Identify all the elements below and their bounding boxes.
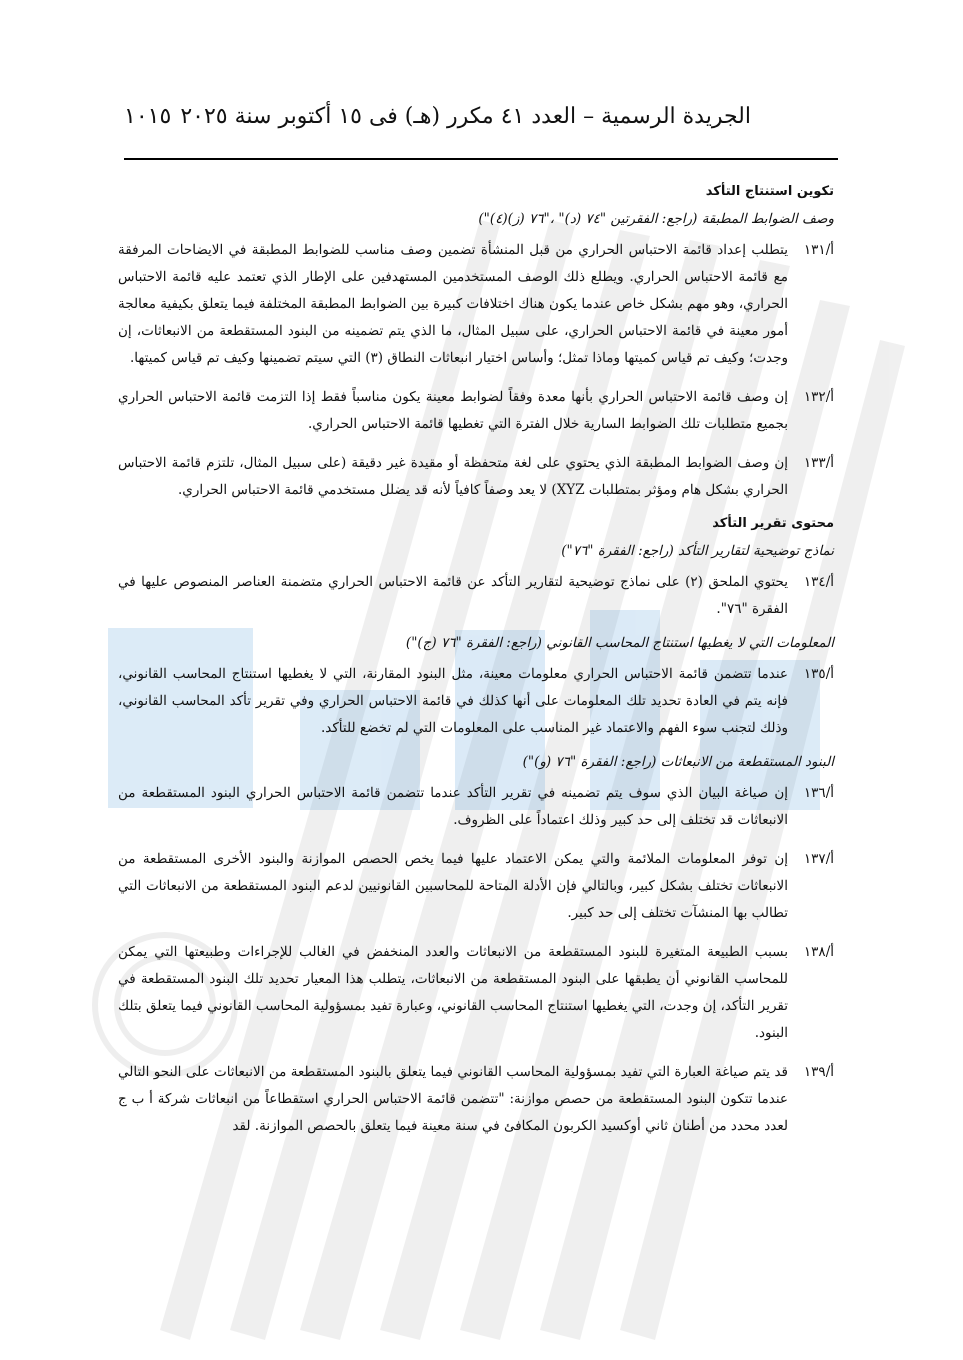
paragraph-text: عندما تتضمن قائمة الاحتباس الحراري معلومات معينة، مثل البنود المقارنة، التي لا يغطيها استنتاج المحاسب القانوني، فإنه يتم في العادة تحديد تلك المعلومات على أنها كذلك في قائمة الاحتباس الحراري وفي تقرير تأكد المحاسب القانوني، وذلك لتجنب سوء الفهم والاعتماد غير المناسب على المعلومات التي لم تخضع للتأكد.	[118, 666, 788, 736]
page-number: ١٠١٥	[124, 104, 172, 129]
paragraph-number: أ/١٣٧	[803, 851, 834, 867]
paragraph-number: أ/١٣٤	[803, 574, 834, 590]
paragraph-text: يحتوي الملحق (٢) على نماذج توضيحية لتقارير التأكد عن قائمة الاحتباس الحراري متضمنة العناصر المنصوص عليها في الفقرة "٧٦".	[118, 574, 788, 617]
paragraph-a131	[118, 237, 834, 372]
subheading-applied-criteria: وصف الضوابط المطبقة (راجع: الفقرتين "٧٤ (د)" ،"٧٦ (ز)(٤)")	[478, 211, 834, 227]
paragraph-text: إن وصف قائمة الاحتباس الحراري بأنها معدة وفقاً لضوابط معينة يكون مناسباً فقط إذا التزمت قائمة الاحتباس الحراري بجميع متطلبات تلك الضوابط السارية خلال الفترة التي تغطيها قائمة الاحتباس الحراري.	[118, 389, 788, 432]
paragraph-number: أ/١٣١	[803, 242, 834, 258]
page-header	[124, 104, 751, 146]
paragraph-text: إن توفر المعلومات الملائمة والتي يمكن الاعتماد عليها فيما يخص الحصص الموازنة والبنود الأخرى المستقطعة من الانبعاثات تختلف بشكل كبير، وبالتالي فإن الأدلة المتاحة للمحاسبين القانونيين لدعم البنود المستقطعة من الانبعاثات التي تطالب بها المنشآت تختلف إلى حد كبير.	[118, 851, 788, 921]
subheading-illustrative-reports: نماذج توضيحية لتقارير التأكد (راجع: الفقرة "٧٦")	[561, 543, 834, 559]
paragraph-number: أ/١٣٦	[803, 785, 834, 801]
paragraph-number: أ/١٣٨	[803, 944, 834, 960]
paragraph-a132	[118, 384, 834, 438]
paragraph-text: إن وصف الضوابط المطبقة الذي يحتوي على لغة متحفظة أو مقيدة غير دقيقة (على سبيل المثال، تلتزم قائمة الاحتباس الحراري بشكل هام ومؤثر بمتطلبات XYZ) لا يعد وصفاً كافياً لأنه قد يضلل مستخدمي قائمة الاحتباس الحراري.	[118, 455, 788, 498]
paragraph-a139	[118, 1059, 834, 1140]
paragraph-a136	[118, 780, 834, 834]
paragraph-a133	[118, 450, 834, 504]
paragraph-text: قد يتم صياغة العبارة التي تفيد بمسؤولية المحاسب القانوني فيما يتعلق بالبنود المستقطعة من الانبعاثات على النحو التالي عندما تتكون البنود المستقطعة من حصص موازنة: "تتضمن قائمة الاحتباس الحراري استقطاعاً من انبعاثات شركة أ ب ج لعدد محدد من أطنان ثاني أوكسيد الكربون المكافئ في سنة معينة فيما يتعلق بالحصص الموازنة. لقد	[118, 1064, 788, 1134]
paragraph-number: أ/١٣٥	[803, 666, 834, 682]
subheading-uncovered-information: المعلومات التي لا يغطيها استنتاج المحاسب القانوني (راجع: الفقرة "٧٦ (ج)")	[405, 635, 834, 651]
paragraph-text: إن صياغة البيان الذي سوف يتم تضمينه في تقرير التأكد عندما تتضمن قائمة الاحتباس الحراري البنود المستقطعة من الانبعاثات قد تختلف إلى حد كبير وذلك اعتماداً على الظروف.	[118, 785, 788, 828]
paragraph-number: أ/١٣٩	[803, 1064, 834, 1080]
paragraph-text: يتطلب إعداد قائمة الاحتباس الحراري من قبل المنشأة تضمين وصف مناسب للضوابط المطبقة في الايضاحات المرفقة مع قائمة الاحتباس الحراري. ويطلع ذلك الوصف المستخدمين المستهدفين على الإطار الذي تعتمد عليه قائمة الاحتباس الحراري، وهو مهم بشكل خاص عندما يكون هناك اختلافات كبيرة بين الضوابط المطبقة المختلفة فيما يتعلق بكيفية معالجة أمور معينة في قائمة الاحتباس الحراري، على سبيل المثال، ما الذي يتم تضمينه من البنود المستقطعة من الانبعاثات، إن وجدت؛ وكيف تم قياس كميتها وماذا تمثل؛ وأساس اختيار انبعاثات النطاق (٣) التي سيتم تضمينها وكيف تم قياس كميتها.	[118, 242, 788, 366]
paragraph-a135	[118, 661, 834, 742]
paragraph-number: أ/١٣٣	[803, 455, 834, 471]
paragraph-a138	[118, 939, 834, 1047]
paragraph-a137	[118, 846, 834, 927]
section-title-report-content: محتوى تقرير التأكد	[712, 516, 834, 531]
paragraph-number: أ/١٣٢	[803, 389, 834, 405]
subheading-emissions-deductions: البنود المستقطعة من الانبعاثات (راجع: الفقرة "٧٦ (و)")	[522, 754, 834, 770]
header-title: الجريدة الرسمية – العدد ٤١ مكرر (هـ) فى ١٥ أكتوبر سنة ٢٠٢٥	[180, 104, 751, 129]
paragraph-a134	[118, 569, 834, 623]
header-rule	[124, 158, 838, 160]
document-body	[118, 178, 834, 1152]
section-title-assurance-conclusion: تكوين استنتاج التأكد	[705, 184, 834, 199]
paragraph-text: بسبب الطبيعة المتغيرة للبنود المستقطعة من الانبعاثات والعدد المنخفض في الغالب للإجراءات وطبيعتها التي يمكن للمحاسب القانوني أن يطبقها على البنود المستقطعة من الانبعاثات، يتطلب هذا المعيار تحديد تلك البنود المستقطعة في تقرير التأكد، إن وجدت، التي يغطيها استنتاج المحاسب القانوني، وعبارة تفيد بمسؤولية المحاسب القانوني فيما يتعلق بتلك البنود.	[118, 944, 788, 1041]
